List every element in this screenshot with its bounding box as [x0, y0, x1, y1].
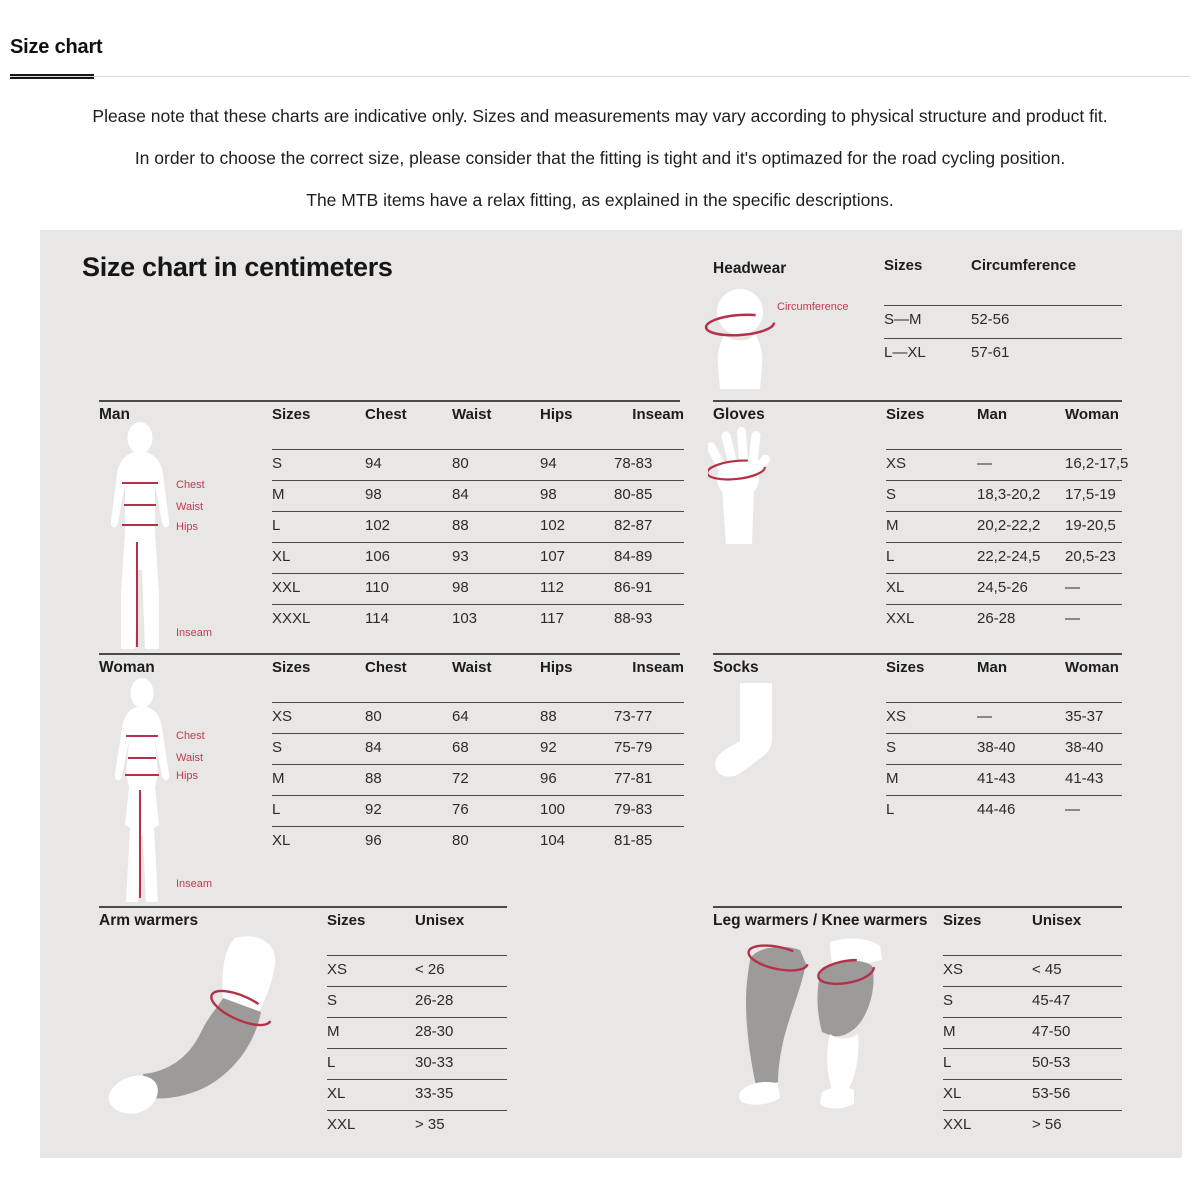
table-row [886, 449, 1129, 480]
table-cell: 26-28 [977, 610, 1016, 627]
table-row [884, 338, 1122, 371]
table-cell: 52-56 [971, 311, 1010, 328]
woman-waist-label: Waist [176, 752, 204, 764]
man-size-table [272, 406, 684, 635]
size-chart-tab[interactable]: Size chart [10, 36, 103, 58]
table-cell: 16,2-17,5 [1065, 455, 1129, 472]
table-cell: 20,5-23 [1065, 548, 1116, 565]
table-cell: 100 [540, 801, 566, 818]
table-cell: 73-77 [614, 708, 653, 725]
table-cell: XL [886, 579, 905, 596]
table-row [272, 480, 684, 511]
table-cell: 110 [365, 579, 389, 596]
table-cell: — [977, 708, 992, 725]
column-header: Hips [540, 659, 573, 676]
table-cell: 76 [452, 801, 469, 818]
table-row [943, 1017, 1122, 1048]
man-inseam-label: Inseam [176, 627, 213, 639]
table-cell: XL [327, 1085, 346, 1102]
table-row [943, 986, 1122, 1017]
table-row [886, 764, 1122, 795]
section-rule [99, 653, 680, 655]
table-row [943, 955, 1122, 986]
table-cell: 75-79 [614, 739, 653, 756]
table-cell: L [327, 1054, 336, 1071]
table-cell: S [943, 992, 954, 1009]
table-row [327, 1048, 507, 1079]
table-cell: 80 [452, 455, 469, 472]
table-cell: 41-43 [1065, 770, 1104, 787]
table-cell: M [272, 486, 285, 503]
panel-heading: Size chart in centimeters [82, 252, 393, 282]
table-header-row [943, 912, 1122, 955]
column-header: Unisex [1032, 912, 1082, 929]
table-cell: 92 [365, 801, 382, 818]
column-header: Sizes [272, 406, 311, 423]
table-cell: 35-37 [1065, 708, 1104, 725]
table-row [943, 1110, 1122, 1141]
column-header: Inseam [632, 659, 684, 676]
table-cell: 24,5-26 [977, 579, 1028, 596]
table-row [272, 511, 684, 542]
table-cell: XXL [943, 1116, 972, 1133]
table-cell: M [886, 517, 899, 534]
table-cell: 94 [365, 455, 382, 472]
table-cell: 44-46 [977, 801, 1016, 818]
table-cell: 96 [540, 770, 557, 787]
table-cell: 81-85 [614, 832, 653, 849]
woman-size-table [272, 659, 684, 857]
table-cell: L [943, 1054, 952, 1071]
table-cell: 112 [540, 579, 564, 596]
table-cell: S [886, 739, 897, 756]
table-row [886, 480, 1122, 511]
headwear-section-title: Headwear [713, 260, 787, 277]
note-line-3: The MTB items have a relax fitting, as explained in the specific descriptions. [306, 190, 894, 210]
woman-inseam-label: Inseam [176, 878, 213, 890]
table-cell: 103 [452, 610, 478, 627]
table-cell: 96 [365, 832, 382, 849]
table-cell: 88 [540, 708, 557, 725]
column-header: Man [977, 659, 1007, 676]
table-cell: 104 [540, 832, 566, 849]
table-cell: 88 [365, 770, 382, 787]
table-cell: L [272, 801, 281, 818]
table-cell: M [943, 1023, 956, 1040]
table-cell: M [272, 770, 285, 787]
leg-warmers-section-title: Leg warmers / Knee warmers [713, 912, 928, 929]
table-cell: 117 [540, 610, 564, 627]
table-cell: 98 [540, 486, 557, 503]
column-header: Man [977, 406, 1007, 423]
headwear-circumference-label: Circumference [777, 301, 849, 313]
table-row [272, 733, 684, 764]
table-cell: > 35 [415, 1116, 445, 1133]
table-cell: 20,2-22,2 [977, 517, 1041, 534]
table-cell: 45-47 [1032, 992, 1071, 1009]
table-cell: S—M [884, 311, 922, 328]
note-line-1: Please note that these charts are indicative only. Sizes and measurements may vary according to physical structure and product fit. [92, 106, 1108, 126]
table-cell: 82-87 [614, 517, 653, 534]
column-header: Sizes [327, 912, 366, 929]
sock-icon [706, 683, 786, 801]
man-waist-label: Waist [176, 501, 204, 513]
table-row [886, 604, 1122, 635]
size-chart-panel [40, 230, 1182, 1158]
table-cell: 68 [452, 739, 469, 756]
table-cell: XL [272, 832, 291, 849]
table-cell: — [977, 455, 992, 472]
woman-chest-label: Chest [176, 730, 205, 742]
table-cell: 38-40 [1065, 739, 1104, 756]
table-cell: 41-43 [977, 770, 1016, 787]
headwear-icon [703, 285, 783, 390]
table-cell: S [272, 455, 283, 472]
table-header-row [884, 257, 1122, 305]
table-cell: 80-85 [614, 486, 653, 503]
table-cell: 114 [365, 610, 389, 627]
table-cell: S [886, 486, 897, 503]
column-header: Hips [540, 406, 573, 423]
table-cell: 53-56 [1032, 1085, 1071, 1102]
table-cell: 26-28 [415, 992, 454, 1009]
column-header: Chest [365, 659, 407, 676]
column-header: Unisex [415, 912, 465, 929]
table-cell: XL [272, 548, 291, 565]
table-cell: L [886, 801, 895, 818]
table-cell: XXL [272, 579, 301, 596]
section-rule [713, 906, 1122, 908]
table-cell: L—XL [884, 344, 926, 361]
table-cell: 88 [452, 517, 469, 534]
table-cell: 38-40 [977, 739, 1016, 756]
man-chest-label: Chest [176, 479, 205, 491]
table-cell: 102 [365, 517, 391, 534]
table-header-row [327, 912, 507, 955]
column-header: Sizes [943, 912, 982, 929]
table-cell: — [1065, 610, 1080, 627]
section-rule [99, 906, 507, 908]
headwear-table [884, 257, 1122, 371]
table-cell: > 56 [1032, 1116, 1062, 1133]
note-line-2: In order to choose the correct size, please consider that the fitting is tight and it's optimazed for the road cycling position. [134, 148, 1066, 168]
arm-warmers-size-table [327, 912, 507, 1141]
man-hips-label: Hips [176, 521, 199, 533]
table-cell: 77-81 [614, 770, 653, 787]
table-row [886, 702, 1122, 733]
table-row [943, 1079, 1122, 1110]
table-cell: 19-20,5 [1065, 517, 1116, 534]
table-cell: 79-83 [614, 801, 653, 818]
table-header-row [886, 406, 1122, 449]
table-cell: 57-61 [971, 344, 1010, 361]
table-row [886, 542, 1122, 573]
table-cell: 18,3-20,2 [977, 486, 1041, 503]
man-section-title: Man [99, 406, 130, 423]
section-rule [713, 400, 1122, 402]
table-header-row [272, 659, 684, 702]
table-cell: 98 [452, 579, 469, 596]
table-row [886, 511, 1122, 542]
woman-hips-label: Hips [176, 770, 199, 782]
leg-warmers-icon [738, 930, 908, 1125]
glove-icon [708, 427, 778, 545]
arm-warmer-icon [95, 928, 300, 1133]
table-row [884, 305, 1122, 338]
table-cell: 106 [365, 548, 391, 565]
arm-warmers-section-title: Arm warmers [99, 912, 199, 929]
table-header-row [886, 659, 1122, 702]
column-header: Sizes [884, 257, 923, 274]
table-cell: 94 [540, 455, 557, 472]
table-cell: < 45 [1032, 961, 1062, 978]
table-cell: 107 [540, 548, 566, 565]
column-header: Sizes [886, 659, 925, 676]
table-cell: XXL [327, 1116, 356, 1133]
header-divider [10, 76, 1190, 77]
table-cell: < 26 [415, 961, 445, 978]
column-header: Inseam [632, 406, 684, 423]
column-header: Sizes [272, 659, 311, 676]
table-cell: 72 [452, 770, 469, 787]
table-cell: L [272, 517, 281, 534]
table-cell: 92 [540, 739, 557, 756]
table-row [327, 1079, 507, 1110]
column-header: Circumference [971, 257, 1077, 274]
table-cell: M [327, 1023, 340, 1040]
table-cell: 64 [452, 708, 469, 725]
column-header: Waist [452, 406, 492, 423]
table-cell: L [886, 548, 895, 565]
table-cell: XXXL [272, 610, 311, 627]
table-cell: XXL [886, 610, 915, 627]
table-row [886, 795, 1122, 826]
table-cell: XS [886, 455, 907, 472]
table-cell: S [327, 992, 338, 1009]
column-header: Woman [1065, 659, 1119, 676]
table-cell: — [1065, 801, 1080, 818]
table-cell: XS [886, 708, 907, 725]
table-cell: 80 [365, 708, 382, 725]
table-cell: XS [943, 961, 964, 978]
woman-figure-icon [102, 678, 182, 903]
column-header: Woman [1065, 406, 1119, 423]
woman-section-title: Woman [99, 659, 155, 676]
table-row [272, 604, 684, 635]
table-cell: 84 [365, 739, 382, 756]
column-header: Waist [452, 659, 492, 676]
section-rule [99, 400, 680, 402]
table-row [272, 764, 684, 795]
table-cell: 84-89 [614, 548, 653, 565]
column-header: Sizes [886, 406, 925, 423]
table-cell: 80 [452, 832, 469, 849]
table-cell: 28-30 [415, 1023, 454, 1040]
table-header-row [272, 406, 684, 449]
table-row [272, 542, 684, 573]
table-cell: 88-93 [614, 610, 653, 627]
column-header: Chest [365, 406, 407, 423]
table-cell: XL [943, 1085, 962, 1102]
table-cell: 50-53 [1032, 1054, 1071, 1071]
table-row [272, 449, 684, 480]
table-row [327, 986, 507, 1017]
table-cell: 47-50 [1032, 1023, 1071, 1040]
table-row [327, 1110, 507, 1141]
table-row [272, 573, 684, 604]
table-cell: 86-91 [614, 579, 653, 596]
table-cell: 84 [452, 486, 469, 503]
gloves-size-table [886, 406, 1129, 635]
table-cell: 102 [540, 517, 566, 534]
table-row [886, 573, 1122, 604]
table-cell: 98 [365, 486, 382, 503]
gloves-section-title: Gloves [713, 406, 765, 423]
table-row [272, 826, 684, 857]
table-row [327, 955, 507, 986]
table-cell: XS [327, 961, 348, 978]
table-cell: S [272, 739, 283, 756]
table-row [272, 702, 684, 733]
table-cell: 30-33 [415, 1054, 454, 1071]
table-row [943, 1048, 1122, 1079]
table-row [272, 795, 684, 826]
table-cell: 22,2-24,5 [977, 548, 1041, 565]
section-rule [713, 653, 1122, 655]
table-cell: M [886, 770, 899, 787]
socks-size-table [886, 659, 1122, 826]
leg-warmers-size-table [943, 912, 1122, 1141]
table-row [327, 1017, 507, 1048]
man-figure-icon [100, 422, 180, 657]
table-row [886, 733, 1122, 764]
table-cell: — [1065, 579, 1080, 596]
table-cell: XS [272, 708, 293, 725]
socks-section-title: Socks [713, 659, 759, 676]
table-cell: 17,5-19 [1065, 486, 1116, 503]
table-cell: 78-83 [614, 455, 653, 472]
table-cell: 93 [452, 548, 469, 565]
table-cell: 33-35 [415, 1085, 454, 1102]
